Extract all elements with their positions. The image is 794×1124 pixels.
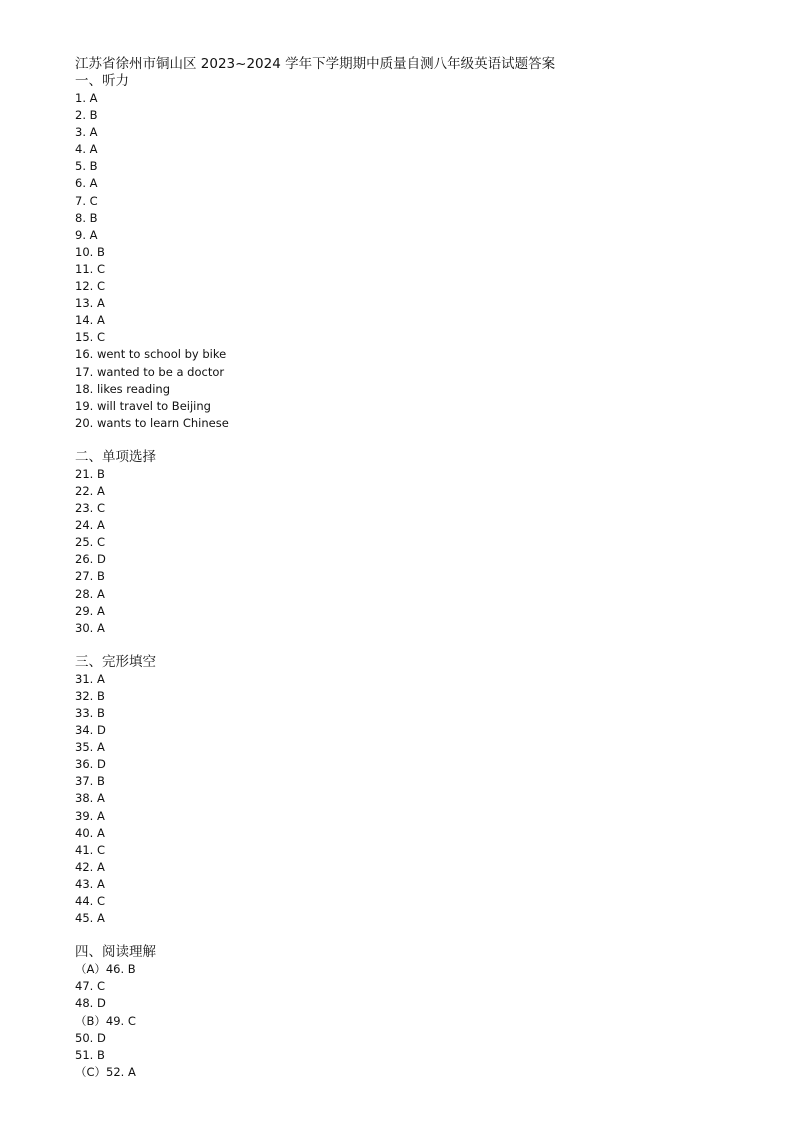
section-heading: 四、阅读理解 xyxy=(75,944,156,961)
answer-item: 34. D xyxy=(75,723,106,738)
section-spacer xyxy=(75,432,755,449)
answer-item: 23. C xyxy=(75,501,105,516)
answer-item: 13. A xyxy=(75,296,105,311)
answer-item: 1. A xyxy=(75,91,98,105)
section-spacer xyxy=(75,637,755,654)
answer-item: 7. C xyxy=(75,193,98,208)
answer-item: 51. B xyxy=(75,1047,105,1062)
answer-item: 30. A xyxy=(75,620,105,635)
answer-item: 31. A xyxy=(75,671,105,686)
answer-item: （A）46. B xyxy=(75,962,136,977)
answer-item: 17. wanted to be a doctor xyxy=(75,364,225,379)
answer-item: 16. went to school by bike xyxy=(75,347,227,362)
answer-item: 41. C xyxy=(75,842,105,857)
answer-item: （C）52. A xyxy=(75,1064,136,1079)
answer-item: 32. B xyxy=(75,688,105,703)
answer-item: 8. B xyxy=(75,210,98,225)
answer-item: 21. B xyxy=(75,466,105,481)
answer-item: （B）49. C xyxy=(75,1013,136,1028)
answer-item: 28. A xyxy=(75,586,105,601)
answer-item: 25. C xyxy=(75,535,105,550)
section-2 xyxy=(75,432,755,637)
answer-item: 12. C xyxy=(75,279,105,294)
section-heading: 二、单项选择 xyxy=(75,448,156,465)
answer-item: 15. C xyxy=(75,330,105,345)
answer-item: 24. A xyxy=(75,518,105,533)
answer-item: 47. C xyxy=(75,979,105,994)
document-title: 江苏省徐州市铜山区 2023~2024 学年下学期期中质量自测八年级英语试题答案 xyxy=(75,56,556,72)
answer-item: 44. C xyxy=(75,894,105,909)
answer-item: 10. B xyxy=(75,244,105,259)
answer-item: 36. D xyxy=(75,757,106,772)
answer-item: 26. D xyxy=(75,552,106,567)
answer-item: 11. C xyxy=(75,261,105,276)
section-heading: 一、听力 xyxy=(75,73,129,89)
answer-document xyxy=(75,55,755,1081)
answer-item: 5. B xyxy=(75,159,98,174)
answer-item: 48. D xyxy=(75,996,106,1011)
answer-item: 38. A xyxy=(75,791,105,806)
section-spacer xyxy=(75,927,755,944)
section-1 xyxy=(75,73,755,432)
answer-item: 37. B xyxy=(75,774,105,789)
answer-item: 39. A xyxy=(75,808,105,823)
answer-item: 6. A xyxy=(75,176,98,191)
section-3 xyxy=(75,637,755,927)
answer-item: 4. A xyxy=(75,142,98,157)
answer-item: 35. A xyxy=(75,740,105,755)
answer-item: 22. A xyxy=(75,483,105,498)
answer-item: 45. A xyxy=(75,911,105,926)
answer-item: 29. A xyxy=(75,603,105,618)
section-4 xyxy=(75,927,755,1081)
answer-sections xyxy=(75,73,755,1081)
answer-item: 14. A xyxy=(75,313,105,328)
answer-item: 27. B xyxy=(75,569,105,584)
answer-item: 43. A xyxy=(75,876,105,891)
answer-item: 20. wants to learn Chinese xyxy=(75,415,229,430)
answer-item: 19. will travel to Beijing xyxy=(75,398,211,413)
answer-item: 42. A xyxy=(75,859,105,874)
answer-item: 9. A xyxy=(75,227,98,242)
answer-item: 40. A xyxy=(75,825,105,840)
answer-item: 50. D xyxy=(75,1030,106,1045)
section-heading: 三、完形填空 xyxy=(75,653,156,670)
answer-item: 33. B xyxy=(75,706,105,720)
answer-item: 18. likes reading xyxy=(75,381,170,396)
answer-item: 2. B xyxy=(75,108,98,123)
answer-item: 3. A xyxy=(75,125,98,140)
